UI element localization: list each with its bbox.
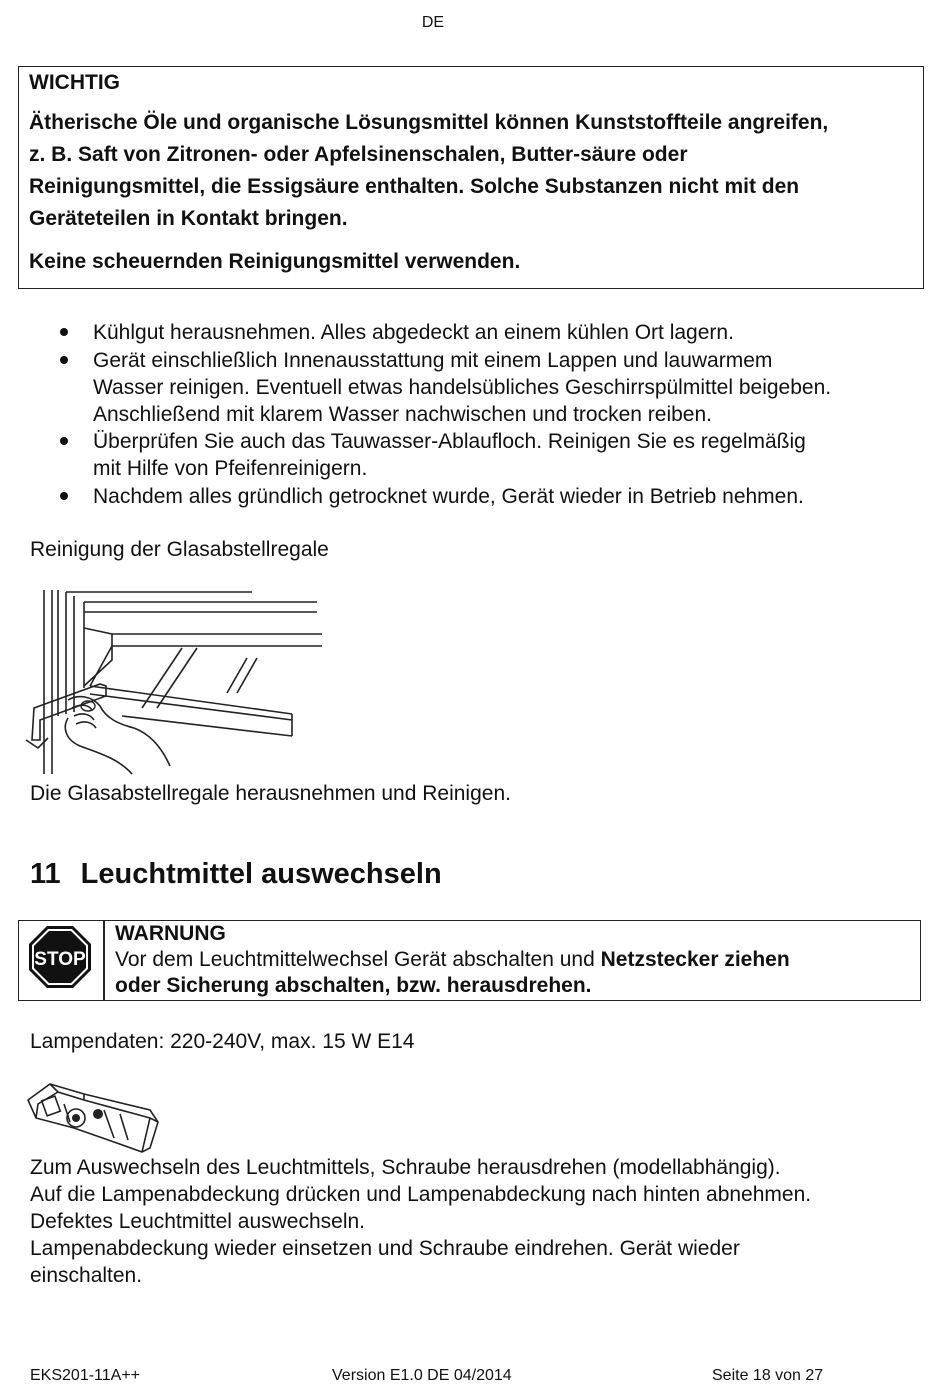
instruction-line: Defektes Leuchtmittel auswechseln. <box>30 1210 366 1233</box>
list-item-line: Überprüfen Sie auch das Tauwasser-Ablaufloch. Reinigen Sie es regelmäßig <box>93 430 806 453</box>
list-item-line: Gerät einschließlich Innenausstattung mit einem Lappen und lauwarmem <box>93 349 773 372</box>
warning-title: WARNUNG <box>115 922 226 945</box>
stop-sign-text: STOP <box>34 949 86 970</box>
warning-line-1-normal: Vor dem Leuchtmittelwechsel Gerät abschalten und <box>115 948 601 971</box>
important-line-4: Geräteteilen in Kontakt bringen. <box>29 207 348 230</box>
footer-version: Version E1.0 DE 04/2014 <box>332 1367 512 1384</box>
important-notice-box <box>18 66 924 289</box>
bullet-dot <box>60 437 68 445</box>
bullet-dot <box>60 492 68 500</box>
instruction-line: einschalten. <box>30 1264 143 1287</box>
warning-line-1-bold: Netzstecker ziehen <box>600 948 790 971</box>
warning-divider <box>103 921 105 1000</box>
list-item <box>93 428 923 482</box>
list-item-line: Nachdem alles gründlich getrocknet wurde, Gerät wieder in Betrieb nehmen. <box>93 485 804 508</box>
section-number: 11 <box>30 858 61 890</box>
bullet-dot <box>60 356 68 364</box>
footer-model: EKS201-11A++ <box>30 1367 141 1384</box>
important-title: WICHTIG <box>29 71 120 94</box>
stop-sign-icon <box>27 924 93 990</box>
glass-shelf-heading: Reinigung der Glasabstellregale <box>30 538 329 561</box>
instruction-line: Auf die Lampenabdeckung drücken und Lampenabdeckung nach hinten abnehmen. <box>30 1183 812 1206</box>
bullet-dot <box>60 328 68 336</box>
warning-box <box>18 920 921 1001</box>
lamp-instructions <box>30 1154 930 1289</box>
important-no-abrasives: Keine scheuernden Reinigungsmittel verwenden. <box>29 250 521 273</box>
footer-page-number: Seite 18 von 27 <box>712 1367 824 1384</box>
list-item-line: mit Hilfe von Pfeifenreinigern. <box>93 457 368 480</box>
warning-text <box>115 921 915 999</box>
instruction-line: Zum Auswechseln des Leuchtmittels, Schraube herausdrehen (modellabhängig). <box>30 1156 781 1179</box>
section-heading <box>30 858 442 891</box>
instruction-line: Lampenabdeckung wieder einsetzen und Schraube eindrehen. Gerät wieder <box>30 1237 740 1260</box>
important-paragraph <box>29 107 919 235</box>
important-line-3: Reinigungsmittel, die Essigsäure enthalten. Solche Substanzen nicht mit den <box>29 175 800 198</box>
warning-line-2: oder Sicherung abschalten, bzw. herausdrehen. <box>115 974 592 997</box>
warning-line-1 <box>115 947 915 973</box>
lamp-data: Lampendaten: 220-240V, max. 15 W E14 <box>30 1030 415 1053</box>
page-language-header: DE <box>421 14 445 31</box>
list-item-line: Kühlgut herausnehmen. Alles abgedeckt an einem kühlen Ort lagern. <box>93 321 734 344</box>
section-title: Leuchtmittel auswechseln <box>80 858 442 890</box>
glass-shelf-removal-illustration <box>22 588 322 776</box>
glass-shelf-caption: Die Glasabstellregale herausnehmen und Reinigen. <box>30 782 511 805</box>
list-item <box>93 483 923 510</box>
list-item <box>93 347 923 428</box>
lamp-cover-illustration <box>24 1078 164 1154</box>
important-line-1: Ätherische Öle und organische Lösungsmittel können Kunststoffteile angreifen, <box>29 111 829 134</box>
list-item-line: Anschließend mit klarem Wasser nachwischen und trocken reiben. <box>93 403 712 426</box>
important-line-2: z. B. Saft von Zitronen- oder Apfelsinenschalen, Butter-säure oder <box>29 143 688 166</box>
list-item-line: Wasser reinigen. Eventuell etwas handelsübliches Geschirrspülmittel beigeben. <box>93 376 832 399</box>
list-item <box>93 319 923 346</box>
